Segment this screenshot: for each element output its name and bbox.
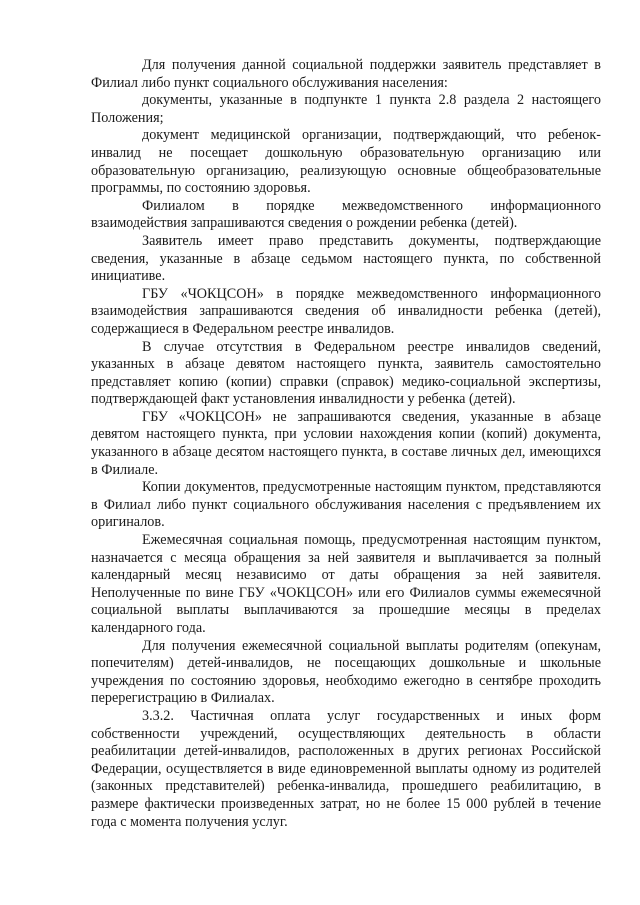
paragraph-section-3-3-2: 3.3.2. Частичная оплата услуг государственных и иных форм собственности учреждений, осуществляющих деятельность в области реабилитации детей-инвалидов, расположенных в других регионах Российской Федерации, осуществляется в виде единовременной выплаты одному из родителей (законных представителей) ребенка-инвалида, прошедшего реабилитацию, в размере фактически произведенных затрат, но не более 15 000 рублей в течение года с момента получения услуг. (91, 707, 601, 830)
paragraph-annual-reregistration: Для получения ежемесячной социальной выплаты родителям (опекунам, попечителям) детей-инвалидов, не посещающих дошкольные и школьные учреждения по состоянию здоровья, необходимо ежегодно в сентябре проходить перерегистрацию в Филиалах. (91, 637, 601, 707)
paragraph-monthly-assistance: Ежемесячная социальная помощь, предусмотренная настоящим пунктом, назначается с месяца обращения за ней заявителя и выплачивается за полный календарный месяц независимо от даты обращения за ней заявителя. Неполученные по вине ГБУ «ЧОКЦСОН» или его Филиалов суммы ежемесячной социальной выплаты выплачиваются за прошедшие месяцы в пределах календарного года. (91, 532, 601, 636)
document-page (91, 57, 601, 831)
paragraph-documents-subparagraph: документы, указанные в подпункте 1 пункта 2.8 раздела 2 настоящего Положения; (91, 92, 601, 126)
paragraph-birth-info-request: Филиалом в порядке межведомственного информационного взаимодействия запрашиваются сведения о рождении ребенка (детей). (91, 197, 601, 232)
paragraph-copies-originals: Копии документов, предусмотренные настоящим пунктом, представляются в Филиал либо пункт социального обслуживания населения с предъявлением их оригиналов. (91, 479, 601, 531)
paragraph-disability-registry-request: ГБУ «ЧОКЦСОН» в порядке межведомственного информационного взаимодействия запрашиваются сведения об инвалидности ребенка (детей), содержащиеся в Федеральном реестре инвалидов. (91, 285, 601, 337)
paragraph-no-request-condition: ГБУ «ЧОКЦСОН» не запрашиваются сведения, указанные в абзаце девятом настоящего пункта, при условии нахождения копии (копий) документа, указанного в абзаце десятом настоящего пункта, в составе личных дел, имеющихся в Филиале. (91, 408, 601, 478)
paragraph-application-intro: Для получения данной социальной поддержки заявитель представляет в Филиал либо пункт социального обслуживания населения: (91, 57, 601, 91)
paragraph-registry-absence: В случае отсутствия в Федеральном реестре инвалидов сведений, указанных в абзаце девятом настоящего пункта, заявитель самостоятельно представляет копию (копии) справки (справок) медико-социальной экспертизы, подтверждающей факт установления инвалидности у ребенка (детей). (91, 338, 601, 408)
paragraph-medical-document: документ медицинской организации, подтверждающий, что ребенок-инвалид не посещает дошкольную образовательную организацию или образовательную организацию, реализующую основные общеобразовательные программы, по состоянию здоровья. (91, 127, 601, 197)
paragraph-own-initiative: Заявитель имеет право представить документы, подтверждающие сведения, указанные в абзаце седьмом настоящего пункта, по собственной инициативе. (91, 232, 601, 285)
